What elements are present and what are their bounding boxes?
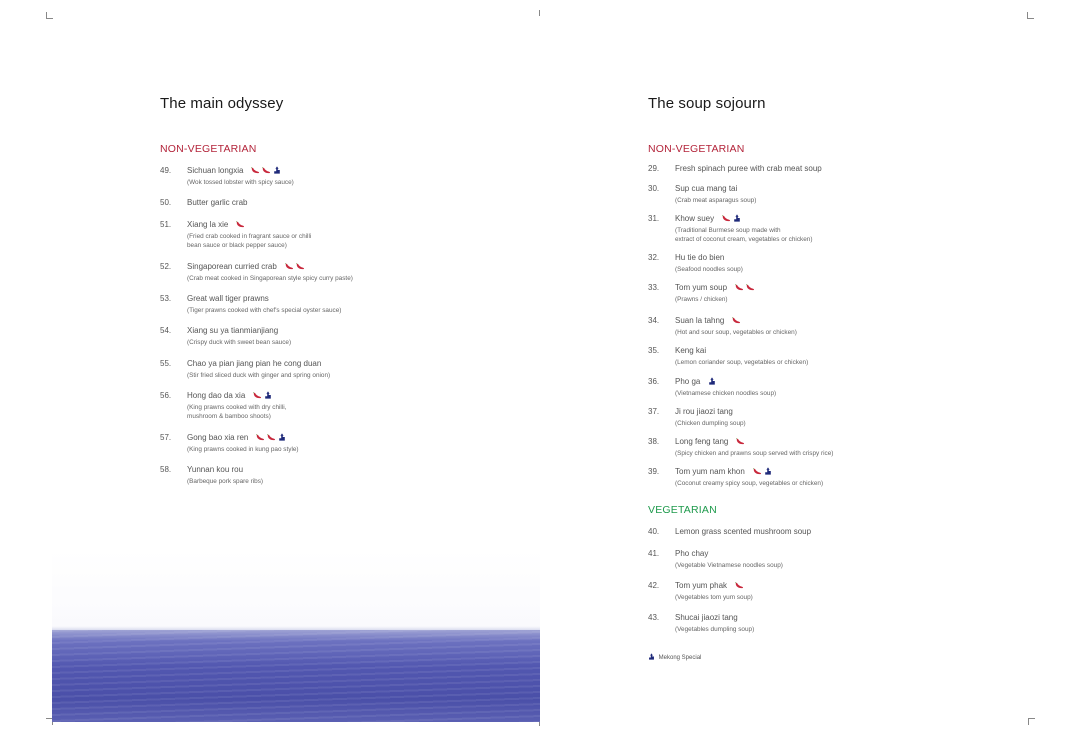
item-name: Tom yum soup	[675, 283, 757, 293]
item-number: 36.	[648, 377, 660, 386]
item-number: 37.	[648, 407, 660, 416]
item-description: (Hot and sour soup, vegetables or chicken)	[675, 329, 797, 336]
item-description: (Tiger prawns cooked with chef's special oyster sauce)	[187, 307, 342, 314]
page-title: The soup sojourn	[648, 95, 766, 112]
item-number: 40.	[648, 527, 660, 536]
chili-icon	[251, 167, 260, 174]
item-number: 39.	[648, 467, 660, 476]
item-number: 38.	[648, 437, 660, 446]
item-name: Sup cua mang tai	[675, 184, 738, 193]
item-number: 49.	[160, 166, 172, 175]
item-name: Suan la tahng	[675, 316, 743, 326]
item-number: 42.	[648, 581, 660, 590]
item-name: Xiang la xie	[187, 220, 247, 230]
item-number: 43.	[648, 613, 660, 622]
item-description: (Chicken dumpling soup)	[675, 420, 746, 427]
item-description: (Wok tossed lobster with spicy sauce)	[187, 179, 294, 186]
mekong-special-icon	[278, 433, 286, 441]
item-number: 50.	[160, 198, 172, 207]
item-description: (Prawns / chicken)	[675, 296, 728, 303]
item-name: Singaporean curried crab	[187, 262, 307, 272]
chili-icon	[236, 221, 245, 228]
section-heading-non-vegetarian: NON-VEGETARIAN	[160, 143, 257, 155]
watercolor-wash-image	[52, 550, 540, 722]
item-name: Butter garlic crab	[187, 198, 248, 207]
item-description: (Crab meat asparagus soup)	[675, 197, 757, 204]
item-name: Yunnan kou rou	[187, 465, 244, 474]
item-name: Xiang su ya tianmianjiang	[187, 326, 279, 335]
item-description: (King prawns cooked in kung pao style)	[187, 446, 299, 453]
mekong-special-icon	[733, 214, 741, 222]
mekong-special-icon	[273, 166, 281, 174]
mekong-special-icon	[648, 653, 655, 660]
item-name: Pho chay	[675, 549, 709, 558]
item-description: (Spicy chicken and prawns soup served with crispy rice)	[675, 450, 834, 457]
item-number: 41.	[648, 549, 660, 558]
item-name: Hong dao da xia	[187, 391, 274, 401]
chili-icon	[735, 582, 744, 589]
item-name: Long feng tang	[675, 437, 747, 447]
chili-icon	[732, 317, 741, 324]
chili-icon	[296, 263, 305, 270]
section-heading-vegetarian: VEGETARIAN	[648, 504, 717, 516]
chili-icon	[753, 468, 762, 475]
page-title: The main odyssey	[160, 95, 284, 112]
chili-icon	[722, 215, 731, 222]
item-description: (Seafood noodles soup)	[675, 266, 743, 273]
item-description: (King prawns cooked with dry chilli, mushroom & bamboo shoots)	[187, 404, 287, 420]
item-number: 30.	[648, 184, 660, 193]
item-description: (Vegetables tom yum soup)	[675, 594, 753, 601]
chili-icon	[285, 263, 294, 270]
chili-icon	[735, 284, 744, 291]
item-name: Tom yum phak	[675, 581, 746, 591]
item-description: (Vegetables dumpling soup)	[675, 626, 755, 633]
item-number: 57.	[160, 433, 172, 442]
item-name: Sichuan longxia	[187, 166, 283, 176]
mekong-special-icon	[764, 467, 772, 475]
mekong-special-icon	[708, 377, 716, 385]
item-number: 35.	[648, 346, 660, 355]
item-description: (Vietnamese chicken noodles soup)	[675, 390, 777, 397]
item-description: (Barbeque pork spare ribs)	[187, 478, 264, 485]
item-name: Great wall tiger prawns	[187, 294, 269, 303]
right-page	[540, 0, 1080, 738]
item-number: 54.	[160, 326, 172, 335]
item-name: Hu tie do bien	[675, 253, 725, 262]
item-number: 29.	[648, 164, 660, 173]
chili-icon	[256, 434, 265, 441]
item-name: Ji rou jiaozi tang	[675, 407, 733, 416]
item-description: (Traditional Burmese soup made with extract of coconut cream, vegetables or chicken)	[675, 227, 813, 243]
item-description: (Fried crab cooked in fragrant sauce or chilli bean sauce or black pepper sauce)	[187, 233, 312, 249]
item-description: (Crispy duck with sweet bean sauce)	[187, 339, 292, 346]
item-name: Pho ga	[675, 377, 718, 387]
mekong-special-icon	[264, 391, 272, 399]
item-name: Tom yum nam khon	[675, 467, 774, 477]
chili-icon	[746, 284, 755, 291]
item-name: Lemon grass scented mushroom soup	[675, 527, 812, 536]
item-name: Keng kai	[675, 346, 707, 355]
item-name: Gong bao xia ren	[187, 433, 288, 443]
legend	[648, 653, 701, 661]
chili-icon	[267, 434, 276, 441]
chili-icon	[736, 438, 745, 445]
item-number: 52.	[160, 262, 172, 271]
item-description: (Vegetable Vietnamese noodles soup)	[675, 562, 783, 569]
item-description: (Crab meat cooked in Singaporean style spicy curry paste)	[187, 275, 353, 282]
item-number: 55.	[160, 359, 172, 368]
item-name: Khow suey	[675, 214, 743, 224]
legend-label: Mekong Special	[658, 655, 702, 661]
item-number: 33.	[648, 283, 660, 292]
item-number: 56.	[160, 391, 172, 400]
chili-icon	[262, 167, 271, 174]
chili-icon	[253, 392, 262, 399]
item-name: Chao ya pian jiang pian he cong duan	[187, 359, 322, 368]
item-number: 34.	[648, 316, 660, 325]
section-heading-non-vegetarian: NON-VEGETARIAN	[648, 143, 745, 155]
item-name: Fresh spinach puree with crab meat soup	[675, 164, 822, 173]
item-name: Shucai jiaozi tang	[675, 613, 738, 622]
item-number: 32.	[648, 253, 660, 262]
item-number: 31.	[648, 214, 660, 223]
item-number: 58.	[160, 465, 172, 474]
item-description: (Stir fried sliced duck with ginger and spring onion)	[187, 372, 331, 379]
item-number: 51.	[160, 220, 172, 229]
item-description: (Lemon coriander soup, vegetables or chicken)	[675, 359, 809, 366]
item-description: (Coconut creamy spicy soup, vegetables or chicken)	[675, 480, 824, 487]
item-number: 53.	[160, 294, 172, 303]
